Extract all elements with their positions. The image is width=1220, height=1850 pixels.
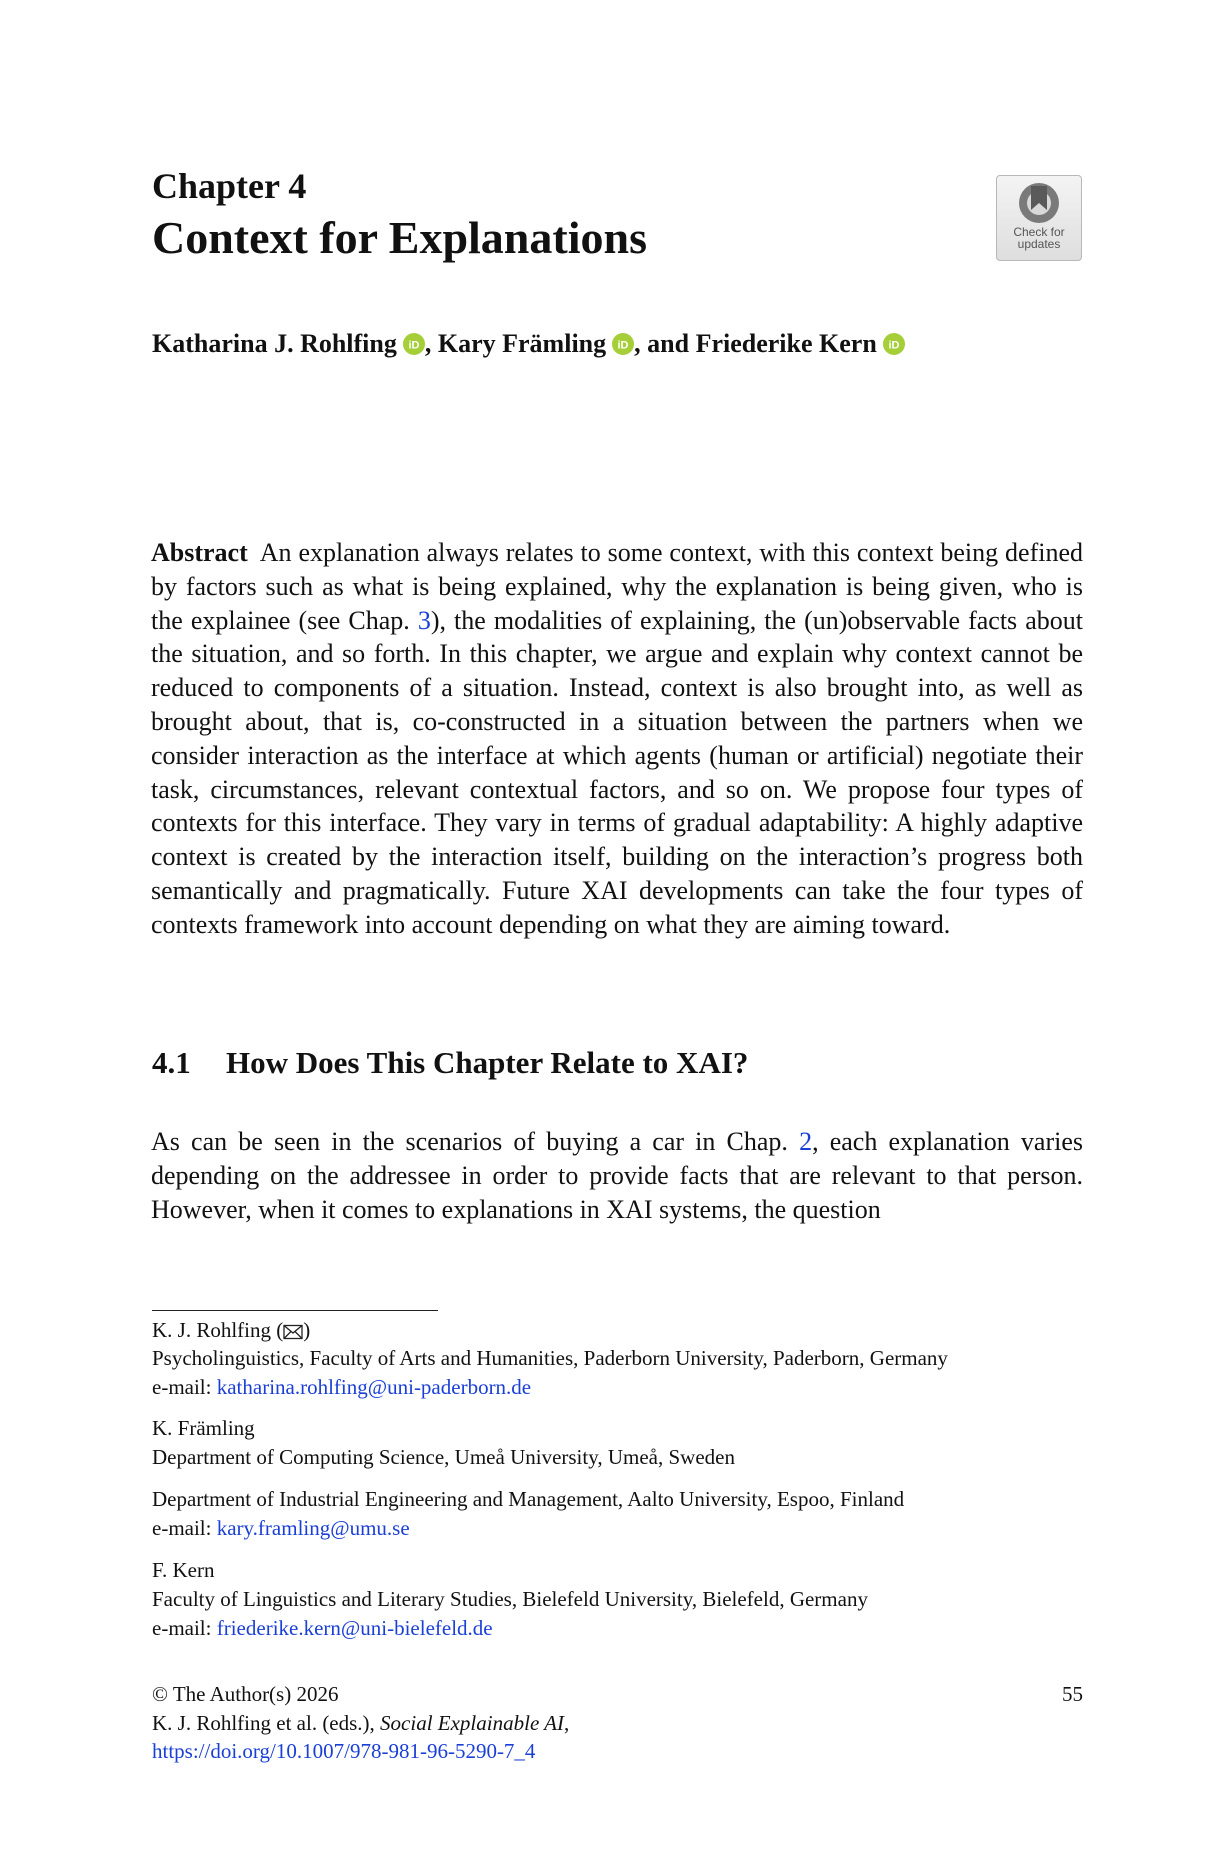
author-separator: , bbox=[424, 329, 438, 358]
email-label: e-mail: bbox=[152, 1616, 217, 1640]
chapter-ref-link[interactable]: 3 bbox=[417, 605, 431, 635]
page-number: 55 bbox=[1062, 1682, 1083, 1706]
abstract-text: ), the modalities of explaining, the (un)observable facts about the situation, and so forth. In this chapter, we argue and explain why context cannot be reduced to components of a situation. Instead, context is also brought into, as well as brought about, that is, co-constructed in a situation between the partners when we consider interaction as the interface at which agents (human or artificial) negotiate their task, circumstances, relevant contextual factors, and so on. We propose four types of contexts for this interface. They vary in terms of gradual adaptability: A highly adaptive context is created by the interaction itself, building on the interaction’s progress both semantically and pragmatically. Future XAI developments can take the four types of contexts framework into account depending on what they are aiming toward. bbox=[151, 605, 1083, 939]
footnote-author-name bbox=[152, 1316, 310, 1348]
footnote-email-line bbox=[152, 1373, 531, 1402]
abstract bbox=[151, 536, 1083, 942]
body-paragraph bbox=[151, 1125, 1083, 1226]
citation-text: K. J. Rohlfing et al. (eds.), bbox=[152, 1710, 381, 1735]
footnote-affiliation: Department of Industrial Engineering and Management, Aalto University, Espoo, Finland bbox=[152, 1487, 905, 1511]
paragraph-text: As can be seen in the scenarios of buying a car in Chap. bbox=[151, 1127, 800, 1156]
doi-link[interactable]: https://doi.org/10.1007/978-981-96-5290-7_4 bbox=[152, 1739, 536, 1763]
copyright-block bbox=[152, 1680, 569, 1766]
author-list bbox=[152, 328, 905, 363]
orcid-icon[interactable] bbox=[612, 331, 634, 363]
section-title: How Does This Chapter Relate to XAI? bbox=[226, 1045, 749, 1080]
orcid-icon[interactable] bbox=[883, 331, 905, 363]
section-number: 4.1 bbox=[152, 1045, 191, 1080]
email-label: e-mail: bbox=[152, 1516, 217, 1540]
book-title: Social Explainable AI bbox=[380, 1710, 564, 1735]
abstract-text: An explanation always relates to some context, with this context being defined by factors such as what is being explained, why the explanation is being given, who is the explainee (see Chap. bbox=[151, 538, 1083, 635]
footnote-email-line bbox=[152, 1514, 410, 1543]
svg-text:iD: iD bbox=[888, 339, 900, 352]
email-label: e-mail: bbox=[152, 1375, 217, 1399]
badge-text-line1: Check for bbox=[1013, 225, 1065, 239]
citation-text: , bbox=[563, 1710, 570, 1735]
footnote-divider bbox=[152, 1310, 438, 1311]
author-separator: , and bbox=[634, 329, 696, 358]
paragraph-text: , each explanation varies depending on the addressee in order to provide facts that are relevant to that person. However, when it comes to explanations in XAI systems, the question bbox=[151, 1127, 1083, 1224]
abstract-label: Abstract bbox=[151, 538, 248, 567]
footnote-author-name: K. Främling bbox=[152, 1416, 255, 1440]
footnote-author-name: F. Kern bbox=[152, 1558, 215, 1582]
chapter-label: Chapter 4 bbox=[152, 166, 307, 206]
author-name: Kary Främling bbox=[437, 329, 607, 358]
author-name: Katharina J. Rohlfing bbox=[152, 329, 397, 358]
footnote-affiliation: Psycholinguistics, Faculty of Arts and Humanities, Paderborn University, Paderborn, Germany bbox=[152, 1346, 948, 1370]
footnote-affiliation: Department of Computing Science, Umeå University, Umeå, Sweden bbox=[152, 1445, 735, 1469]
footnote-text: K. J. Rohlfing ( bbox=[152, 1318, 284, 1342]
svg-text:iD: iD bbox=[408, 339, 420, 352]
orcid-icon[interactable] bbox=[403, 331, 425, 363]
footnote-affiliation: Faculty of Linguistics and Literary Studies, Bielefeld University, Bielefeld, Germany bbox=[152, 1587, 868, 1611]
footnote-text: ) bbox=[303, 1318, 311, 1342]
section-heading bbox=[152, 1044, 748, 1082]
author-name: Friederike Kern bbox=[695, 329, 877, 358]
footnote-email-line bbox=[152, 1614, 493, 1643]
email-link[interactable]: friederike.kern@uni-bielefeld.de bbox=[216, 1616, 493, 1640]
svg-text:iD: iD bbox=[617, 339, 629, 352]
check-for-updates-button[interactable] bbox=[996, 175, 1082, 261]
copyright-line: © The Author(s) 2026 bbox=[152, 1682, 339, 1706]
badge-text-line2: updates bbox=[1017, 237, 1061, 251]
email-link[interactable]: kary.framling@umu.se bbox=[216, 1516, 410, 1540]
email-link[interactable]: katharina.rohlfing@uni-paderborn.de bbox=[216, 1375, 532, 1399]
chapter-title: Context for Explanations bbox=[152, 212, 647, 263]
crossmark-icon bbox=[1013, 180, 1065, 226]
chapter-ref-link[interactable]: 2 bbox=[799, 1127, 813, 1156]
book-citation bbox=[152, 1709, 569, 1738]
